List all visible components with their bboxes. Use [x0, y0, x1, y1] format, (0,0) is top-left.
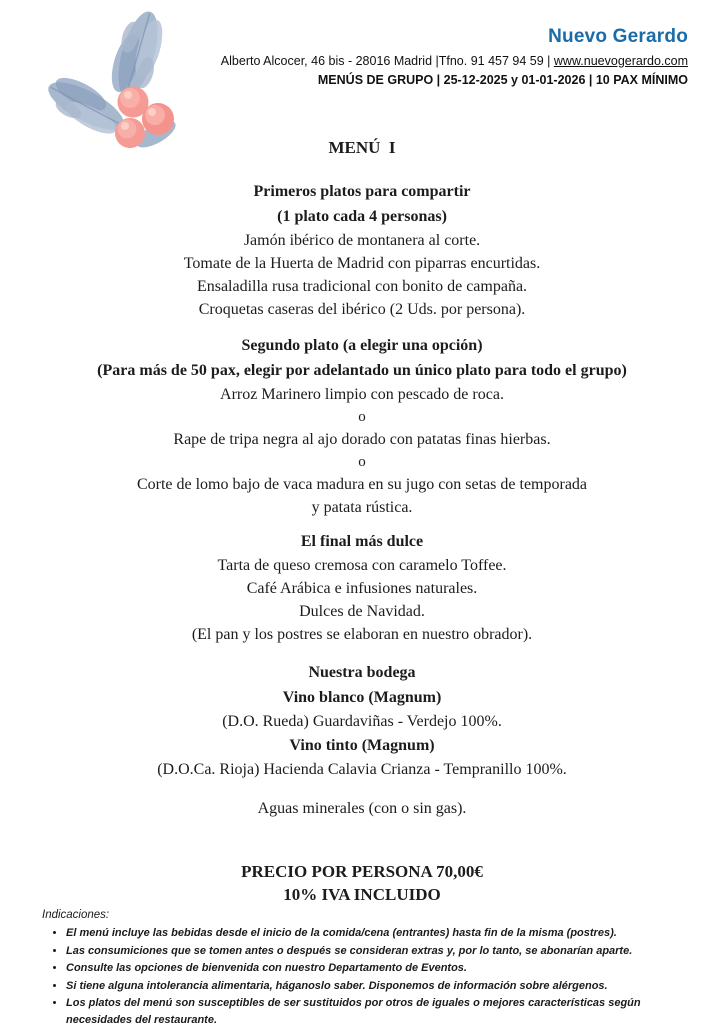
section-subtitle: (1 plato cada 4 personas)	[277, 208, 447, 225]
white-wine-description: (D.O. Rueda) Guardaviñas - Verdejo 100%.	[222, 713, 502, 730]
indicaciones-label: Indicaciones:	[42, 909, 110, 921]
menu-item: Rape de tripa negra al ajo dorado con patatas finas hierbas.	[173, 431, 551, 448]
menu-item: Ensaladilla rusa tradicional con bonito de campaña.	[196, 278, 528, 295]
menu-item: Croquetas caseras del ibérico (2 Uds. por persona).	[198, 301, 526, 318]
option-separator: o	[358, 454, 366, 470]
indicacion-item: • El menú incluye las bebidas desde el inicio de la comida/cena (entrantes) hasta fin de la misma (postres).	[66, 925, 694, 942]
address-text: Alberto Alcocer, 46 bis - 28016 Madrid |Tfno. 91 457 94 59 |	[220, 54, 554, 68]
menu-item: Tomate de la Huerta de Madrid con piparras encurtidas.	[183, 255, 541, 272]
red-wine-description: (D.O.Ca. Rioja) Hacienda Calavia Crianza - Tempranillo 100%.	[157, 761, 567, 778]
menu-title: MENÚ I	[328, 138, 396, 157]
section-bodega	[0, 660, 724, 781]
price-block	[0, 860, 724, 906]
price-per-person: PRECIO POR PERSONA 70,00€	[241, 862, 483, 881]
indicaciones-footer	[0, 908, 724, 1024]
option-separator: o	[358, 409, 366, 425]
section-primeros-platos	[0, 179, 724, 321]
menu-item: Dulces de Navidad.	[299, 603, 425, 620]
section-heading: Segundo plato (a elegir una opción)	[241, 337, 483, 354]
white-wine-label: Vino blanco (Magnum)	[282, 689, 442, 706]
section-heading: El final más dulce	[300, 533, 424, 550]
section-subtitle: (Para más de 50 pax, elegir por adelantado un único plato para todo el grupo)	[97, 362, 627, 379]
section-segundo-plato	[0, 333, 724, 519]
holly-berries-illustration	[34, 6, 222, 156]
vat-included: 10% IVA INCLUIDO	[283, 885, 441, 904]
menu-item-continuation: y patata rústica.	[311, 499, 413, 516]
red-wine-label: Vino tinto (Magnum)	[289, 737, 435, 754]
group-menu-info: MENÚS DE GRUPO | 25-12-2025 y 01-01-2026 | 10 PAX MÍNIMO	[317, 73, 688, 87]
bakery-note: (El pan y los postres se elaboran en nuestro obrador).	[191, 626, 533, 643]
restaurant-logo: Nuevo Gerardo	[548, 26, 688, 47]
section-heading: Primeros platos para compartir	[253, 183, 471, 200]
indicacion-item: • Consulte las opciones de bienvenida con nuestro Departamento de Eventos.	[66, 960, 694, 977]
menu-item: Tarta de queso cremosa con caramelo Toffee.	[217, 557, 507, 574]
section-postres	[0, 529, 724, 646]
menu-item: Arroz Marinero limpio con pescado de roca.	[220, 386, 504, 403]
indicaciones-list	[66, 925, 694, 1024]
menu-item: Café Arábica e infusiones naturales.	[246, 580, 478, 597]
indicacion-item: • Los platos del menú son susceptibles de ser sustituidos por otros de iguales o mejores características según necesidades del restaurante.	[66, 995, 694, 1024]
section-heading: Nuestra bodega	[308, 664, 416, 681]
water-line: Aguas minerales (con o sin gas).	[257, 800, 467, 817]
indicacion-item: • Las consumiciones que se tomen antes o después se consideran extras y, por lo tanto, se abonarían aparte.	[66, 943, 694, 960]
indicacion-item: • Si tiene alguna intolerancia alimentaria, háganoslo saber. Disponemos de información sobre alérgenos.	[66, 978, 694, 995]
website-link[interactable]: www.nuevogerardo.com	[553, 54, 688, 68]
menu-body	[0, 137, 724, 906]
menu-item: Corte de lomo bajo de vaca madura en su jugo con setas de temporada	[136, 476, 588, 493]
menu-item: Jamón ibérico de montanera al corte.	[243, 232, 481, 249]
